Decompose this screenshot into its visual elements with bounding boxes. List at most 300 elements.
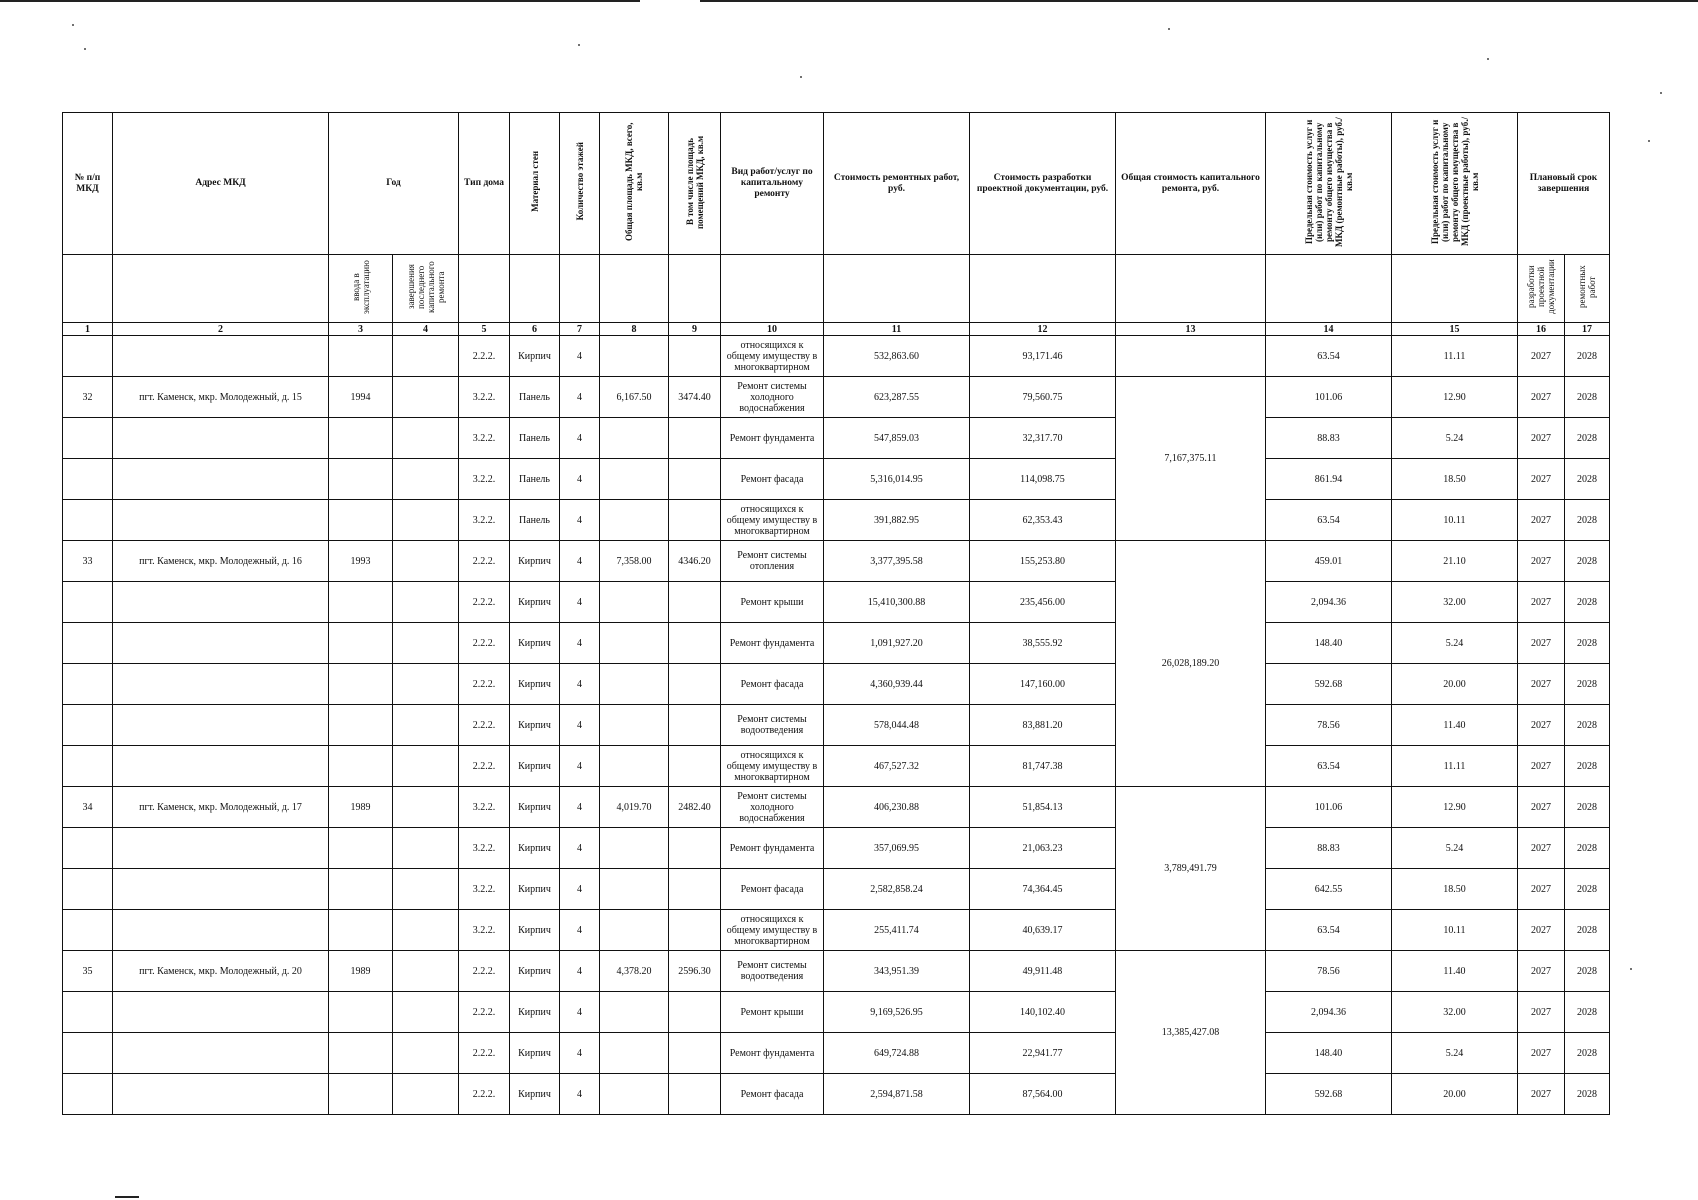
table-row (63, 500, 1610, 541)
header-design-cost: Стоимость разработки проектной документации, руб. (970, 113, 1116, 255)
row-limit-design: 5.24 (1392, 418, 1518, 459)
row-number (63, 336, 113, 377)
row-design-cost: 81,747.38 (970, 746, 1116, 787)
row-limit-repair: 63.54 (1266, 746, 1392, 787)
row-limit-repair: 148.40 (1266, 1033, 1392, 1074)
row-deadline-design: 2027 (1518, 418, 1565, 459)
row-repair-cost: 255,411.74 (824, 910, 970, 951)
row-total-area (600, 746, 669, 787)
subheader-empty (560, 255, 600, 323)
header-wall-material-label: Материал стен (529, 151, 540, 212)
row-address (113, 869, 329, 910)
subheader-deadline-design (1518, 255, 1565, 323)
table-row (63, 746, 1610, 787)
row-deadline-design: 2027 (1518, 459, 1565, 500)
row-house-type: 2.2.2. (459, 1033, 510, 1074)
row-total-area (600, 869, 669, 910)
row-repair-cost: 532,863.60 (824, 336, 970, 377)
row-deadline-design: 2027 (1518, 705, 1565, 746)
header-year: Год (329, 113, 459, 255)
subheader-empty (1392, 255, 1518, 323)
table-row (63, 623, 1610, 664)
row-wall-material: Кирпич (510, 787, 560, 828)
row-floors: 4 (560, 910, 600, 951)
row-total-area (600, 664, 669, 705)
row-deadline-works: 2028 (1565, 377, 1610, 418)
row-total-area: 7,358.00 (600, 541, 669, 582)
header-limit-design (1392, 113, 1518, 255)
row-limit-design: 32.00 (1392, 992, 1518, 1033)
row-number (63, 1074, 113, 1115)
row-number (63, 1033, 113, 1074)
row-limit-design: 5.24 (1392, 623, 1518, 664)
row-repair-cost: 15,410,300.88 (824, 582, 970, 623)
row-year-commission (329, 1033, 393, 1074)
row-design-cost: 32,317.70 (970, 418, 1116, 459)
row-limit-design: 11.11 (1392, 336, 1518, 377)
column-number: 10 (721, 323, 824, 336)
row-deadline-works: 2028 (1565, 418, 1610, 459)
row-floors: 4 (560, 541, 600, 582)
row-total-area (600, 336, 669, 377)
row-work-type: относящихся к общему имуществу в многоквартирном (721, 500, 824, 541)
row-address (113, 664, 329, 705)
row-number (63, 910, 113, 951)
column-number: 5 (459, 323, 510, 336)
row-year-commission (329, 910, 393, 951)
row-limit-design: 20.00 (1392, 664, 1518, 705)
row-deadline-works: 2028 (1565, 336, 1610, 377)
subheader-year-last-repair (393, 255, 459, 323)
row-limit-repair: 861.94 (1266, 459, 1392, 500)
row-limit-design: 21.10 (1392, 541, 1518, 582)
row-house-type: 3.2.2. (459, 500, 510, 541)
row-address (113, 336, 329, 377)
row-floors: 4 (560, 500, 600, 541)
row-address (113, 582, 329, 623)
row-floors: 4 (560, 1074, 600, 1115)
row-year-commission: 1993 (329, 541, 393, 582)
row-deadline-works: 2028 (1565, 500, 1610, 541)
row-address (113, 705, 329, 746)
row-number (63, 746, 113, 787)
row-wall-material: Кирпич (510, 910, 560, 951)
row-repair-cost: 578,044.48 (824, 705, 970, 746)
row-deadline-design: 2027 (1518, 746, 1565, 787)
row-limit-repair: 78.56 (1266, 951, 1392, 992)
row-year-last-repair (393, 828, 459, 869)
row-deadline-design: 2027 (1518, 910, 1565, 951)
row-year-commission (329, 746, 393, 787)
row-premises-area: 4346.20 (669, 541, 721, 582)
row-deadline-works: 2028 (1565, 541, 1610, 582)
row-total-area (600, 500, 669, 541)
row-limit-repair: 63.54 (1266, 910, 1392, 951)
row-floors: 4 (560, 746, 600, 787)
table-row (63, 1074, 1610, 1115)
row-year-last-repair (393, 705, 459, 746)
row-limit-repair: 88.83 (1266, 418, 1392, 459)
top-edge-line-right (700, 0, 1698, 2)
row-number (63, 623, 113, 664)
row-repair-cost: 649,724.88 (824, 1033, 970, 1074)
row-year-commission (329, 705, 393, 746)
header-house-type: Тип дома (459, 113, 510, 255)
row-deadline-works: 2028 (1565, 664, 1610, 705)
row-year-commission (329, 828, 393, 869)
row-year-commission (329, 664, 393, 705)
table-row (63, 705, 1610, 746)
row-work-type: Ремонт системы холодного водоснабжения (721, 787, 824, 828)
header-limit-design-label: Предельная стоимость услуг и (или) работ по капитальному ремонту общего имущества в МКД (проектные работы), руб./кв.м (1429, 117, 1480, 246)
header-deadline: Плановый срок завершения (1518, 113, 1610, 255)
row-total-area (600, 1074, 669, 1115)
column-number: 3 (329, 323, 393, 336)
row-premises-area: 2596.30 (669, 951, 721, 992)
row-design-cost: 140,102.40 (970, 992, 1116, 1033)
row-total-area (600, 623, 669, 664)
row-premises-area (669, 910, 721, 951)
subheader-empty (600, 255, 669, 323)
row-year-last-repair (393, 459, 459, 500)
row-total-cost (1116, 336, 1266, 377)
header-repair-cost: Стоимость ремонтных работ, руб. (824, 113, 970, 255)
row-premises-area (669, 705, 721, 746)
scan-speck (800, 76, 802, 78)
header-premises-area (669, 113, 721, 255)
scan-speck (1487, 58, 1489, 60)
row-house-type: 3.2.2. (459, 787, 510, 828)
row-wall-material: Кирпич (510, 336, 560, 377)
row-number (63, 418, 113, 459)
row-year-commission (329, 500, 393, 541)
row-wall-material: Кирпич (510, 951, 560, 992)
scan-speck (1648, 140, 1650, 142)
row-number (63, 500, 113, 541)
row-total-cost: 3,789,491.79 (1116, 787, 1266, 951)
row-premises-area (669, 459, 721, 500)
row-work-type: Ремонт фасада (721, 459, 824, 500)
row-work-type: Ремонт фундамента (721, 828, 824, 869)
row-number (63, 459, 113, 500)
row-year-commission (329, 623, 393, 664)
row-deadline-design: 2027 (1518, 992, 1565, 1033)
subheader-year-commission-label: ввода в эксплуатацию (350, 260, 371, 314)
row-design-cost: 74,364.45 (970, 869, 1116, 910)
row-year-last-repair (393, 500, 459, 541)
column-number: 4 (393, 323, 459, 336)
row-house-type: 2.2.2. (459, 951, 510, 992)
row-limit-repair: 78.56 (1266, 705, 1392, 746)
row-premises-area (669, 1074, 721, 1115)
row-total-area (600, 828, 669, 869)
row-wall-material: Кирпич (510, 746, 560, 787)
row-repair-cost: 2,582,858.24 (824, 869, 970, 910)
row-year-last-repair (393, 869, 459, 910)
row-number: 35 (63, 951, 113, 992)
table-row (63, 828, 1610, 869)
row-deadline-works: 2028 (1565, 623, 1610, 664)
row-house-type: 3.2.2. (459, 459, 510, 500)
row-address (113, 623, 329, 664)
row-limit-repair: 459.01 (1266, 541, 1392, 582)
header-wall-material (510, 113, 560, 255)
row-design-cost: 40,639.17 (970, 910, 1116, 951)
row-year-last-repair (393, 582, 459, 623)
header-row (63, 113, 1610, 255)
row-number (63, 869, 113, 910)
row-work-type: Ремонт системы водоотведения (721, 951, 824, 992)
row-premises-area: 3474.40 (669, 377, 721, 418)
column-number: 8 (600, 323, 669, 336)
row-house-type: 3.2.2. (459, 418, 510, 459)
row-house-type: 2.2.2. (459, 1074, 510, 1115)
row-total-area (600, 459, 669, 500)
row-address: пгт. Каменск, мкр. Молодежный, д. 17 (113, 787, 329, 828)
table-row (63, 951, 1610, 992)
row-repair-cost: 5,316,014.95 (824, 459, 970, 500)
header-total-area-label: Общая площадь МКД, всего, кв.м (624, 122, 644, 241)
table-row (63, 910, 1610, 951)
row-floors: 4 (560, 992, 600, 1033)
row-deadline-design: 2027 (1518, 541, 1565, 582)
row-floors: 4 (560, 869, 600, 910)
row-repair-cost: 1,091,927.20 (824, 623, 970, 664)
row-work-type: Ремонт фасада (721, 664, 824, 705)
row-design-cost: 22,941.77 (970, 1033, 1116, 1074)
row-premises-area (669, 828, 721, 869)
row-deadline-design: 2027 (1518, 787, 1565, 828)
subheader-empty (970, 255, 1116, 323)
row-deadline-design: 2027 (1518, 1033, 1565, 1074)
scan-speck (578, 44, 580, 46)
row-deadline-works: 2028 (1565, 582, 1610, 623)
row-house-type: 3.2.2. (459, 869, 510, 910)
row-year-commission (329, 869, 393, 910)
row-total-area (600, 582, 669, 623)
row-design-cost: 87,564.00 (970, 1074, 1116, 1115)
scan-speck (1168, 28, 1170, 30)
table-row (63, 869, 1610, 910)
row-house-type: 3.2.2. (459, 828, 510, 869)
row-wall-material: Кирпич (510, 664, 560, 705)
row-deadline-design: 2027 (1518, 336, 1565, 377)
row-work-type: относящихся к общему имуществу в многоквартирном (721, 746, 824, 787)
table-row (63, 992, 1610, 1033)
column-number-row (63, 323, 1610, 336)
row-design-cost: 62,353.43 (970, 500, 1116, 541)
column-number: 9 (669, 323, 721, 336)
row-design-cost: 21,063.23 (970, 828, 1116, 869)
row-total-area (600, 1033, 669, 1074)
row-limit-repair: 88.83 (1266, 828, 1392, 869)
row-floors: 4 (560, 664, 600, 705)
row-deadline-works: 2028 (1565, 1074, 1610, 1115)
column-number: 17 (1565, 323, 1610, 336)
row-floors: 4 (560, 787, 600, 828)
row-repair-cost: 547,859.03 (824, 418, 970, 459)
row-year-last-repair (393, 992, 459, 1033)
header-total-cost: Общая стоимость капитального ремонта, руб. (1116, 113, 1266, 255)
header-address: Адрес МКД (113, 113, 329, 255)
subheader-year-commission (329, 255, 393, 323)
row-house-type: 2.2.2. (459, 623, 510, 664)
row-limit-repair: 101.06 (1266, 787, 1392, 828)
row-total-area: 4,019.70 (600, 787, 669, 828)
row-house-type: 2.2.2. (459, 541, 510, 582)
row-design-cost: 147,160.00 (970, 664, 1116, 705)
top-edge-line-left (0, 0, 640, 2)
row-year-last-repair (393, 1033, 459, 1074)
row-year-last-repair (393, 746, 459, 787)
row-work-type: Ремонт фундамента (721, 418, 824, 459)
row-year-last-repair (393, 336, 459, 377)
subheader-empty (63, 255, 113, 323)
column-number: 1 (63, 323, 113, 336)
row-total-area (600, 992, 669, 1033)
bottom-mark (115, 1196, 139, 1198)
row-address (113, 828, 329, 869)
row-deadline-works: 2028 (1565, 828, 1610, 869)
row-design-cost: 235,456.00 (970, 582, 1116, 623)
row-limit-design: 20.00 (1392, 1074, 1518, 1115)
table-row (63, 418, 1610, 459)
row-year-commission: 1989 (329, 787, 393, 828)
row-wall-material: Кирпич (510, 541, 560, 582)
header-floors-label: Количество этажей (574, 142, 585, 221)
row-work-type: Ремонт системы отопления (721, 541, 824, 582)
row-house-type: 2.2.2. (459, 746, 510, 787)
row-repair-cost: 391,882.95 (824, 500, 970, 541)
row-repair-cost: 343,951.39 (824, 951, 970, 992)
table-row (63, 377, 1610, 418)
row-year-last-repair (393, 1074, 459, 1115)
table-row (63, 664, 1610, 705)
row-wall-material: Панель (510, 377, 560, 418)
row-repair-cost: 4,360,939.44 (824, 664, 970, 705)
row-repair-cost: 623,287.55 (824, 377, 970, 418)
scan-speck (84, 48, 86, 50)
row-repair-cost: 357,069.95 (824, 828, 970, 869)
row-limit-repair: 592.68 (1266, 664, 1392, 705)
row-deadline-design: 2027 (1518, 623, 1565, 664)
row-deadline-works: 2028 (1565, 910, 1610, 951)
row-year-last-repair (393, 623, 459, 664)
row-house-type: 2.2.2. (459, 664, 510, 705)
row-number (63, 705, 113, 746)
row-premises-area (669, 336, 721, 377)
row-total-area: 4,378.20 (600, 951, 669, 992)
row-premises-area (669, 746, 721, 787)
row-premises-area (669, 1033, 721, 1074)
row-address (113, 500, 329, 541)
row-wall-material: Панель (510, 500, 560, 541)
row-design-cost: 49,911.48 (970, 951, 1116, 992)
header-number: № п/п МКД (63, 113, 113, 255)
row-limit-repair: 101.06 (1266, 377, 1392, 418)
header-total-area (600, 113, 669, 255)
row-limit-design: 12.90 (1392, 377, 1518, 418)
row-deadline-works: 2028 (1565, 869, 1610, 910)
row-wall-material: Кирпич (510, 582, 560, 623)
row-deadline-design: 2027 (1518, 869, 1565, 910)
column-number: 13 (1116, 323, 1266, 336)
scan-speck (1660, 92, 1662, 94)
subheader-empty (669, 255, 721, 323)
row-year-commission: 1989 (329, 951, 393, 992)
row-wall-material: Кирпич (510, 1033, 560, 1074)
row-design-cost: 79,560.75 (970, 377, 1116, 418)
row-number (63, 582, 113, 623)
row-premises-area (669, 992, 721, 1033)
row-limit-repair: 63.54 (1266, 336, 1392, 377)
row-premises-area (669, 869, 721, 910)
row-wall-material: Панель (510, 459, 560, 500)
row-deadline-design: 2027 (1518, 828, 1565, 869)
row-address: пгт. Каменск, мкр. Молодежный, д. 15 (113, 377, 329, 418)
scan-speck (1630, 968, 1632, 970)
row-repair-cost: 406,230.88 (824, 787, 970, 828)
column-number: 2 (113, 323, 329, 336)
row-year-commission (329, 336, 393, 377)
column-number: 12 (970, 323, 1116, 336)
scan-speck (72, 24, 74, 26)
row-house-type: 2.2.2. (459, 582, 510, 623)
row-premises-area (669, 418, 721, 459)
row-repair-cost: 9,169,526.95 (824, 992, 970, 1033)
row-wall-material: Кирпич (510, 869, 560, 910)
row-wall-material: Кирпич (510, 1074, 560, 1115)
row-limit-repair: 592.68 (1266, 1074, 1392, 1115)
row-limit-design: 11.40 (1392, 951, 1518, 992)
row-work-type: Ремонт фундамента (721, 1033, 824, 1074)
row-design-cost: 51,854.13 (970, 787, 1116, 828)
subheader-deadline-design-label: разработки проектной документации (1526, 259, 1556, 315)
row-limit-repair: 2,094.36 (1266, 582, 1392, 623)
row-deadline-works: 2028 (1565, 746, 1610, 787)
row-limit-design: 18.50 (1392, 459, 1518, 500)
row-deadline-works: 2028 (1565, 459, 1610, 500)
row-house-type: 2.2.2. (459, 705, 510, 746)
table-row (63, 459, 1610, 500)
row-year-last-repair (393, 664, 459, 705)
subheader-empty (824, 255, 970, 323)
row-wall-material: Панель (510, 418, 560, 459)
subheader-empty (721, 255, 824, 323)
row-year-commission (329, 992, 393, 1033)
subheader-deadline-works-label: ремонтных работ (1577, 265, 1597, 309)
row-deadline-design: 2027 (1518, 1074, 1565, 1115)
row-house-type: 3.2.2. (459, 377, 510, 418)
row-floors: 4 (560, 828, 600, 869)
row-design-cost: 114,098.75 (970, 459, 1116, 500)
row-floors: 4 (560, 336, 600, 377)
row-work-type: Ремонт крыши (721, 582, 824, 623)
row-house-type: 3.2.2. (459, 910, 510, 951)
row-limit-repair: 2,094.36 (1266, 992, 1392, 1033)
row-total-area (600, 418, 669, 459)
row-deadline-works: 2028 (1565, 705, 1610, 746)
row-work-type: относящихся к общему имуществу в многоквартирном (721, 336, 824, 377)
table-row (63, 336, 1610, 377)
row-year-commission: 1994 (329, 377, 393, 418)
row-repair-cost: 2,594,871.58 (824, 1074, 970, 1115)
row-address (113, 992, 329, 1033)
subheader-empty (113, 255, 329, 323)
subheader-row (63, 255, 1610, 323)
row-limit-design: 32.00 (1392, 582, 1518, 623)
table-row (63, 787, 1610, 828)
